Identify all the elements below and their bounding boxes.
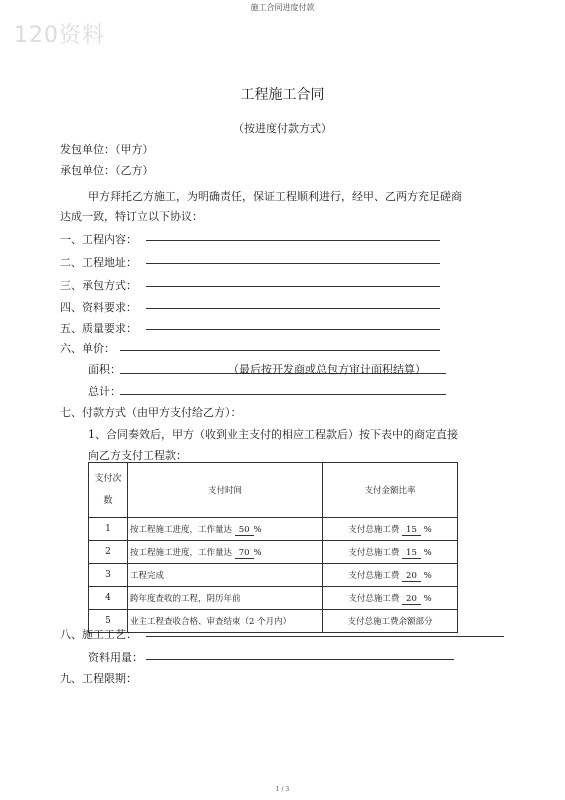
row-amount-text: 支付总施工费余额部分 xyxy=(347,617,433,627)
row-time xyxy=(128,587,323,610)
item-period-label: 九、工程限期： xyxy=(60,672,137,685)
item-quality-label: 五、质量要求： xyxy=(60,322,137,335)
intro-line-1: 甲方拜托乙方施工，为明确责任，保证工程顺利进行，经甲、乙两方充足磋商 xyxy=(88,190,462,203)
table-row xyxy=(89,518,458,541)
row-number: 2 xyxy=(89,541,128,564)
item-usage-label: 资料用量： xyxy=(88,651,143,664)
header-payment-ratio: 支付金额比率 xyxy=(323,463,458,518)
item-area-label: 面积： xyxy=(88,363,121,376)
row-number: 1 xyxy=(89,518,128,541)
party-b-line: 承包单位：（乙方） xyxy=(60,164,154,177)
row-amount-text: 支付总施工费 xyxy=(348,548,400,558)
item-usage-field xyxy=(146,659,454,660)
row-time-text: 跨年度查收的工程，阴历年前 xyxy=(130,594,241,604)
header-payment-time: 支付时间 xyxy=(128,463,323,518)
row-time-unit: % xyxy=(253,548,262,558)
intro-line-2: 达成一致，特订立以下协议： xyxy=(60,210,203,223)
table-row xyxy=(89,610,458,633)
row-amount xyxy=(323,610,458,633)
row-amount-value: 15 xyxy=(402,548,421,559)
table-row xyxy=(89,587,458,610)
item-method-label: 三、承包方式： xyxy=(60,279,137,292)
row-number: 5 xyxy=(89,610,128,633)
row-amount xyxy=(323,518,458,541)
item-content-label: 一、工程内容： xyxy=(60,233,137,246)
document-title: 工程施工合同 xyxy=(240,87,325,103)
row-amount-text: 支付总施工费 xyxy=(348,594,400,604)
table-header-row xyxy=(89,463,458,518)
row-amount xyxy=(323,587,458,610)
row-time-text: 按工程施工进度，工作量达 xyxy=(130,525,233,535)
row-amount xyxy=(323,541,458,564)
row-amount-value: 20 xyxy=(402,594,421,605)
row-time xyxy=(128,518,323,541)
row-time-value: 2 个月内） xyxy=(249,617,292,627)
item-area-note: （最后按开发商或总包方审计面积结算） xyxy=(228,363,426,376)
item-materials-field xyxy=(146,308,440,309)
row-amount-text: 支付总施工费 xyxy=(348,525,400,535)
payment-line-1: 1、合同奏效后，甲方（收到业主支付的相应工程款后）按下表中的商定直接 xyxy=(88,428,458,441)
row-time-text: 按工程施工进度，工作量达 xyxy=(130,548,233,558)
item-unit-price-label: 六、单价： xyxy=(60,342,115,355)
item-payment-label: 七、付款方式（由甲方支付给乙方）： xyxy=(60,406,242,419)
table-row xyxy=(89,541,458,564)
row-amount-value: 15 xyxy=(402,525,421,536)
payment-schedule-table xyxy=(88,462,458,633)
row-number: 3 xyxy=(89,564,128,587)
row-time-text: 工程完成 xyxy=(130,571,165,581)
item-total-field xyxy=(120,394,446,395)
item-unit-price-field xyxy=(120,350,440,351)
watermark-logo: 120资料 xyxy=(14,23,105,48)
row-time xyxy=(128,564,323,587)
page-header: 施工合同进度付款 xyxy=(250,3,315,12)
document-subtitle: （按进度付款方式） xyxy=(233,122,332,135)
row-time-value: 50 xyxy=(235,525,254,536)
row-amount-unit: % xyxy=(423,594,432,604)
item-process-field xyxy=(146,636,504,637)
page-number: 1 / 3 xyxy=(275,786,290,793)
item-address-label: 二、工程地址： xyxy=(60,256,137,269)
item-process-label: 八、施工工艺： xyxy=(60,628,137,641)
item-content-field xyxy=(146,240,440,241)
row-amount-value: 20 xyxy=(402,571,421,582)
header-payment-count-line1: 支付次 xyxy=(94,474,122,484)
row-amount-unit: % xyxy=(423,525,432,535)
party-a-line: 发包单位：（甲方） xyxy=(60,143,154,156)
header-payment-count xyxy=(89,463,128,518)
item-quality-field xyxy=(146,329,440,330)
item-materials-label: 四、资料要求： xyxy=(60,301,137,314)
item-method-field xyxy=(146,286,440,287)
row-amount-text: 支付总施工费 xyxy=(348,571,400,581)
item-total-label: 总计： xyxy=(88,385,121,398)
row-amount xyxy=(323,564,458,587)
row-time-unit: % xyxy=(253,525,262,535)
row-time-value: 70 xyxy=(235,548,254,559)
table-row xyxy=(89,564,458,587)
row-time-text: 业主工程查收合格、审查结束（ xyxy=(130,617,250,627)
item-address-field xyxy=(146,263,440,264)
header-payment-count-line2: 数 xyxy=(103,496,113,506)
row-amount-unit: % xyxy=(423,548,432,558)
payment-line-2: 向乙方支付工程款： xyxy=(88,449,187,462)
row-number: 4 xyxy=(89,587,128,610)
row-time xyxy=(128,541,323,564)
row-amount-unit: % xyxy=(423,571,432,581)
row-time xyxy=(128,610,323,633)
